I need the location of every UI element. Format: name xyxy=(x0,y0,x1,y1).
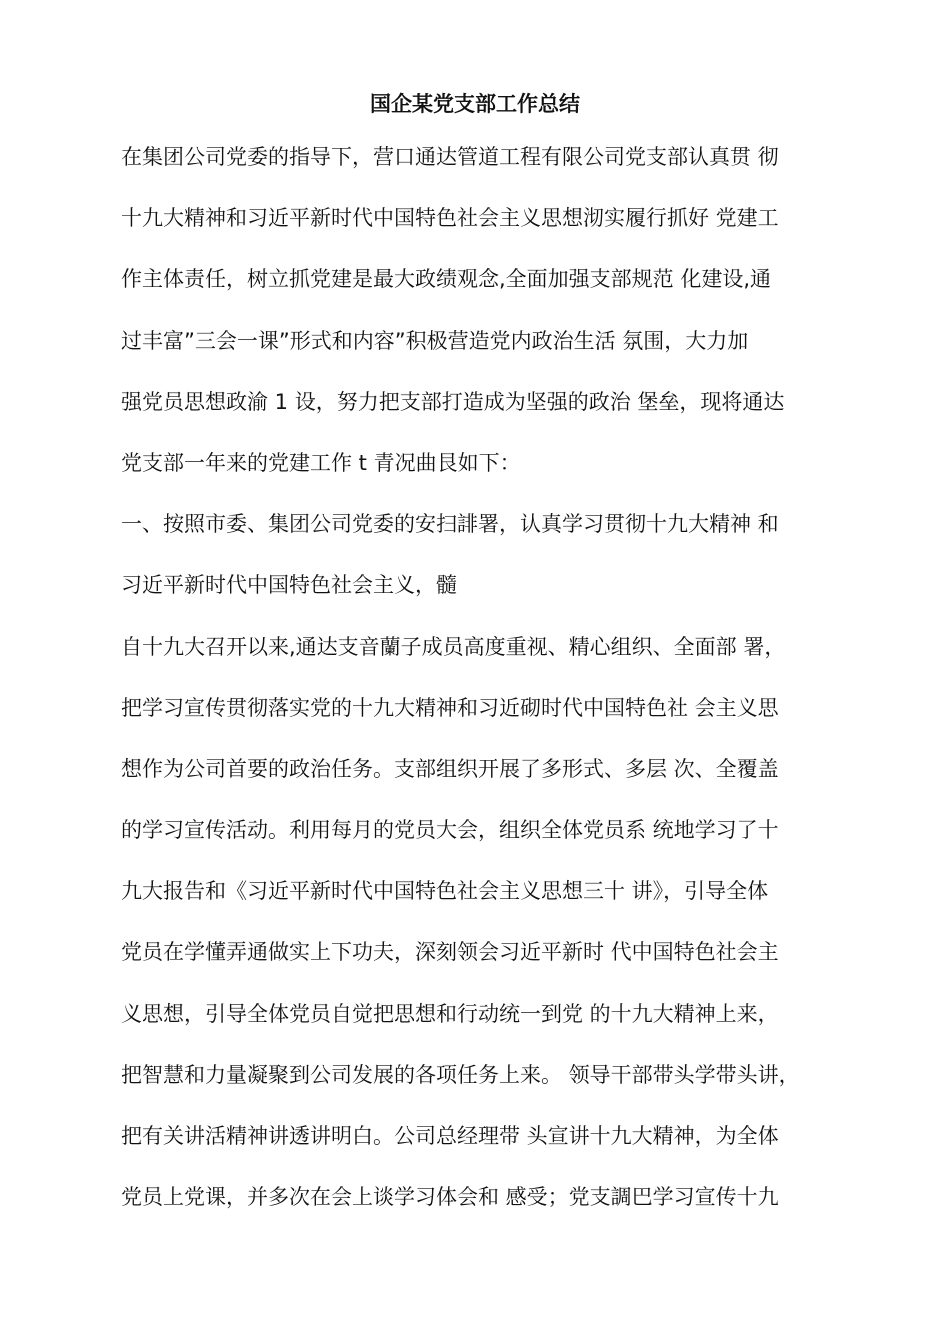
text-line: 的学习宣传活动。利用每月的党员大会，组织全体党员系 统地学习了十 xyxy=(121,818,779,843)
text-line: 把有关讲活精神讲透讲明白。公司总经理带 头宣讲十九大精神，为全体 xyxy=(121,1124,779,1148)
text-line: 想作为公司首要的政治任务。支部组织开展了多形式、多层 次、全覆盖 xyxy=(121,756,779,781)
text-line: 党支部一年来的党建工作 t 青况曲艮如下： xyxy=(121,450,521,475)
section-heading-line: 一、按照市委、集团公司党委的安扫誹署，认真学习贯彻十九大精神 和 xyxy=(121,512,779,537)
text-line: 党员在学懂弄通做实上下功夫，深刻领会习近平新时 代中国特色社会主 xyxy=(121,940,779,965)
text-line: 义思想，引导全体党员自觉把思想和行动统一到党 的十九大精神上来， xyxy=(121,1001,779,1026)
text-line: 作主体责任，树立抓党建是最大政绩观念,全面加强支部规范 化建设,通 xyxy=(121,267,772,292)
text-line: 党员上党课，并多次在会上谈学习体会和 感受；党支調巴学习宣传十九 xyxy=(121,1185,779,1210)
text-line: 把学习宣传贯彻落实党的十九大精神和习近砌时代中国特色社 会主义思 xyxy=(121,695,779,720)
text-line: 自十九大召开以来,通达支音蘭子成员高度重视、精心组织、全面部 署， xyxy=(121,634,786,659)
text-line: 过丰富”三会一课”形式和内容”积极营造党内政治生活 氛围，大力加 xyxy=(121,328,749,353)
document-body xyxy=(121,141,841,1242)
text-line: 十九大精神和习近平新时代中国特色社会主义思想沏实履行抓好 党建工 xyxy=(121,206,779,231)
text-line: 把智慧和力量凝聚到公司发展的各项任务上来。 领导干部带头学带头讲， xyxy=(121,1062,800,1087)
text-line: 九大报告和《习近平新时代中国特色社会主义思想三十 讲》，引导全体 xyxy=(121,879,769,904)
text-line: 在集团公司党委的指导下，营口通达管道工程有限公司党支部认真贯 彻 xyxy=(121,145,779,169)
section-heading-line: 习近平新时代中国特色社会主义，髓 xyxy=(121,573,457,598)
document-title: 国企某党支部工作总结 xyxy=(370,92,580,116)
text-line: 强党员思想政渝 1 设，努力把支部打造成为坚强的政治 堡垒，现将通达 xyxy=(121,389,785,414)
